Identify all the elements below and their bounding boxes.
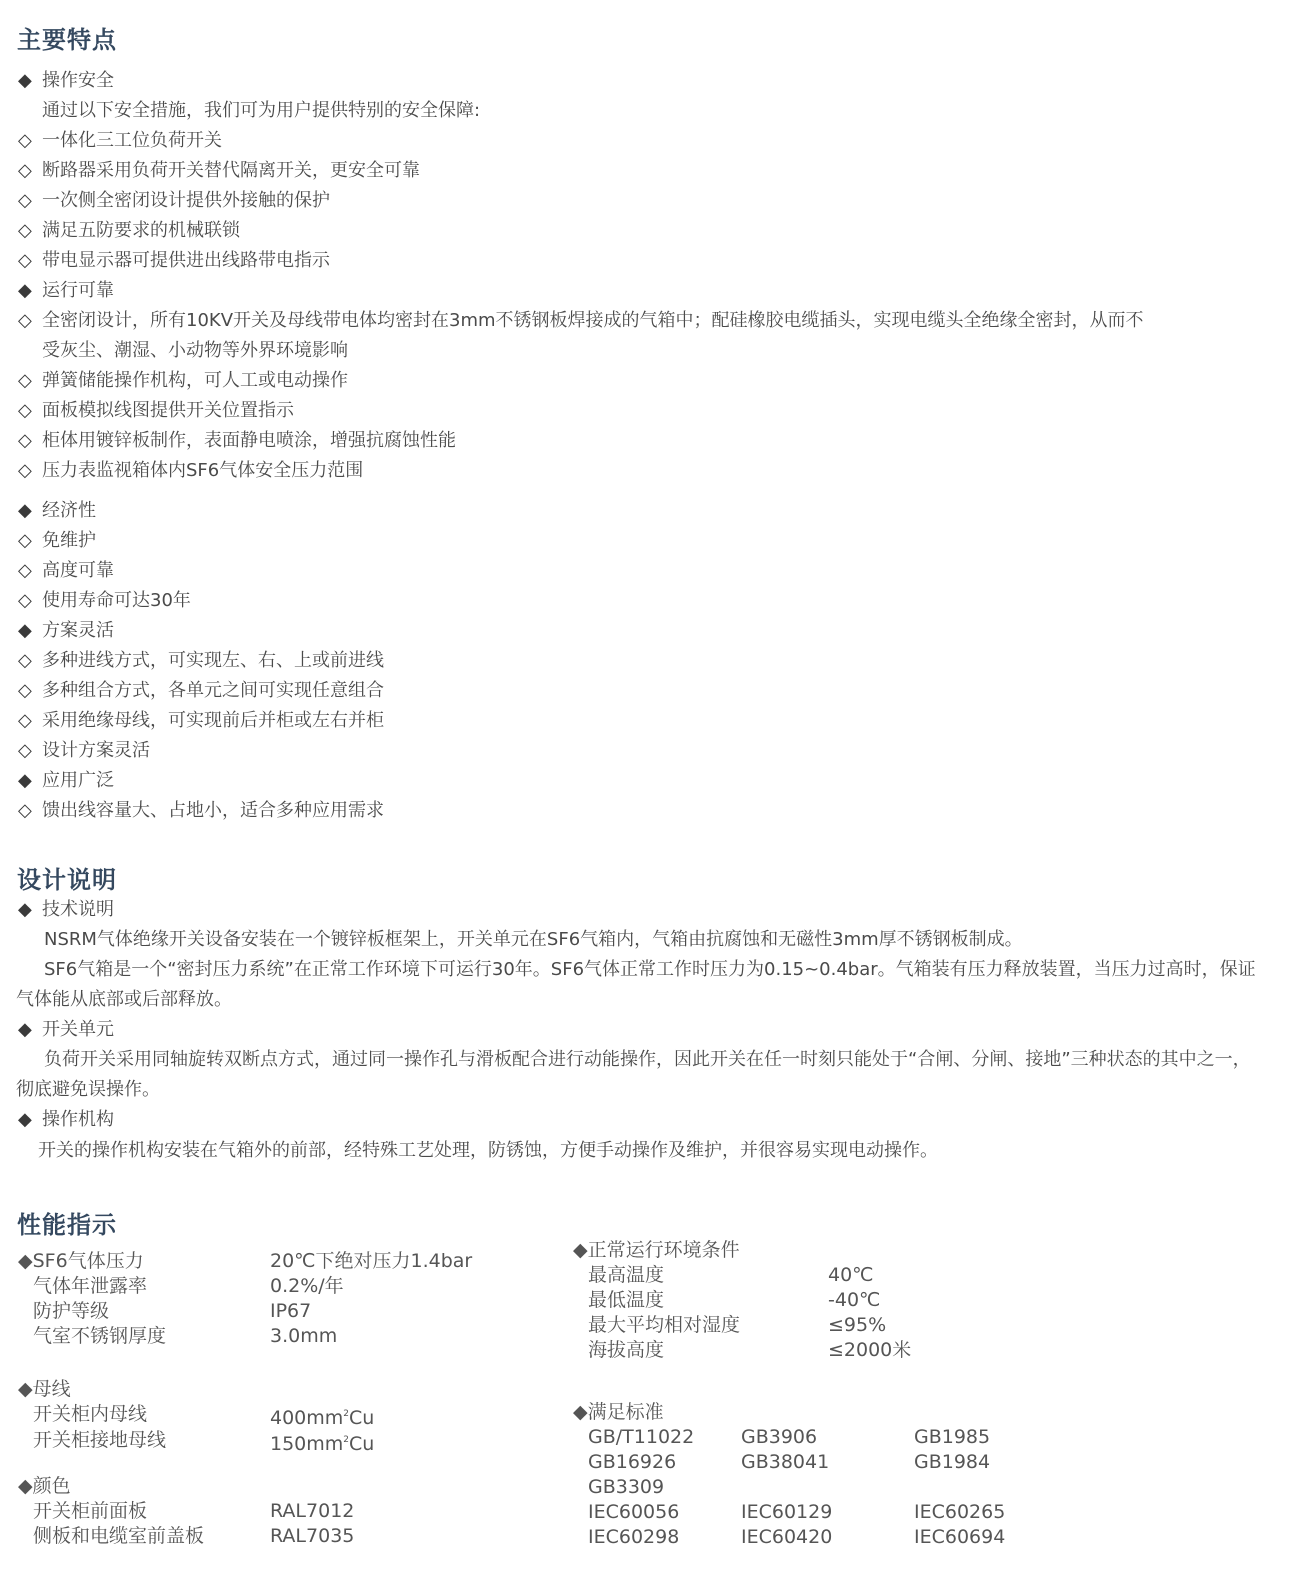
superscript: 2 [343,1409,350,1419]
spec-label: 最大平均相对湿度 [588,1314,741,1336]
busbar-heading: ◆母线 [18,1378,71,1400]
spec-label: 最低温度 [588,1289,665,1311]
environment-heading: ◆正常运行环境条件 [573,1239,740,1261]
feature-line [18,650,384,672]
standard-code: IEC60420 [741,1526,833,1548]
tech-heading-label: 技术说明 [42,899,114,920]
diamond-outline-icon: ◇ [18,370,32,391]
spec-value-text: ≤2000米 [828,1339,912,1361]
environment-row [588,1288,1288,1313]
unit: Cu [349,1433,375,1455]
spec-value [270,1524,354,1549]
diamond-filled-icon: ◆ [18,620,32,641]
feature-line-text: 弹簧储能操作机构，可人工或电动操作 [42,370,348,391]
feature-line-text: 面板模拟线图提供开关位置指示 [42,400,294,421]
feature-line-text: 高度可靠 [42,560,114,581]
mech-heading-label: 操作机构 [42,1109,114,1130]
spec-value [270,1402,374,1431]
standards-heading: ◆满足标准 [573,1401,664,1423]
feature-line-text: 方案灵活 [42,620,114,641]
diamond-outline-icon: ◇ [18,190,32,211]
spec-value-text: 400mm [270,1407,344,1429]
spec-value [270,1324,337,1349]
spec-label: 最高温度 [588,1264,665,1286]
color-heading: ◆颜色 [18,1475,71,1497]
diamond-outline-icon: ◇ [18,680,32,701]
diamond-outline-icon: ◇ [18,160,32,181]
feature-line-text: 使用寿命可达30年 [42,590,191,611]
superscript: 2 [343,1435,350,1445]
standard-code: GB16926 [588,1451,677,1473]
spec-value-text: ≤95% [828,1314,887,1336]
diamond-outline-icon: ◇ [18,740,32,761]
feature-line-text: 运行可靠 [42,280,114,301]
feature-line-text: 多种组合方式，各单元之间可实现任意组合 [42,680,384,701]
section-title-features: 主要特点 [17,26,117,54]
spec-value-text: 0.2%/年 [270,1275,344,1297]
switch-paragraph: 负荷开关采用同轴旋转双断点方式，通过同一操作孔与滑板配合进行动能操作，因此开关在任一时刻只能处于“合闸、分闸、接地”三种状态的其中之一，彻底避免误操作。 [16,1049,1251,1100]
environment-row [588,1313,1288,1338]
spec-value [270,1249,472,1274]
feature-line [18,620,114,642]
environment-row [588,1338,1288,1363]
standard-code: IEC60694 [914,1526,1006,1548]
diamond-filled-icon: ◆ [18,500,32,521]
spec-value-text: 3.0mm [270,1325,338,1347]
feature-line-text: 采用绝缘母线，可实现前后并柜或左右并柜 [42,710,384,731]
feature-line-text: 馈出线容量大、占地小，适合多种应用需求 [42,800,384,821]
diamond-outline-icon: ◇ [18,130,32,151]
feature-line [18,500,96,522]
mech-heading [18,1109,114,1131]
standard-code: GB38041 [741,1451,830,1473]
diamond-outline-icon: ◇ [18,400,32,421]
standard-code: IEC60298 [588,1526,680,1548]
feature-line-text: 断路器采用负荷开关替代隔离开关，更安全可靠 [42,160,420,181]
feature-line-text: 操作安全 [42,70,114,91]
standard-code: IEC60265 [914,1501,1006,1523]
diamond-outline-icon: ◇ [18,220,32,241]
tech-paragraph-2: SF6气箱是一个“密封压力系统”在正常工作环境下可运行30年。SF6气体正常工作时压力为0.15~0.4bar。气箱装有压力释放装置，当压力过高时，保证气体能从底部或后部释放。 [16,959,1256,1010]
feature-line [18,770,114,792]
feature-line [18,100,480,122]
diamond-outline-icon: ◇ [18,250,32,271]
feature-line [18,560,114,582]
diamond-outline-icon: ◇ [18,530,32,551]
feature-line [18,530,96,552]
feature-line [18,460,363,482]
spec-value [270,1428,374,1457]
spec-value [270,1299,311,1324]
feature-line-text: 满足五防要求的机械联锁 [42,220,240,241]
feature-line [18,340,348,362]
diamond-outline-icon: ◇ [18,310,32,331]
standard-code: GB1984 [914,1451,991,1473]
spec-value-text: 150mm [270,1433,344,1455]
diamond-outline-icon: ◇ [18,800,32,821]
switch-heading-label: 开关单元 [42,1019,114,1040]
feature-line [18,710,384,732]
feature-line-text: 多种进线方式，可实现左、右、上或前进线 [42,650,384,671]
spec-value [828,1263,874,1288]
spec-label: 海拔高度 [588,1339,665,1361]
switch-heading [18,1019,114,1041]
feature-line [18,220,240,242]
standard-code: GB/T11022 [588,1426,695,1448]
feature-line [18,430,456,452]
standard-code: GB3906 [741,1426,818,1448]
feature-line [18,310,1144,332]
spec-value-text: 40℃ [828,1264,874,1286]
feature-line-text: 压力表监视箱体内SF6气体安全压力范围 [42,460,364,481]
spec-value [828,1288,880,1313]
feature-line [18,740,150,762]
feature-line-text: 免维护 [42,530,96,551]
spec-label: 防护等级 [33,1300,110,1322]
tech-paragraph-1: NSRM气体绝缘开关设备安装在一个镀锌板框架上，开关单元在SF6气箱内，气箱由抗腐蚀和无磁性3mm厚不锈钢板制成。 [44,929,1023,950]
diamond-filled-icon: ◆ [18,899,32,920]
standard-code: IEC60056 [588,1501,680,1523]
feature-line [18,250,330,272]
feature-line-text: 全密闭设计，所有10KV开关及母线带电体均密封在3mm不锈钢板焊接成的气箱中；配硅橡胶电缆插头，实现电缆头全绝缘全密封，从而不 [42,310,1144,331]
diamond-outline-icon: ◇ [18,710,32,731]
diamond-filled-icon: ◆ [18,1109,32,1130]
diamond-outline-icon: ◇ [18,650,32,671]
spec-label: 气室不锈钢厚度 [33,1325,167,1347]
feature-line-text: 一体化三工位负荷开关 [42,130,222,151]
spec-label: 气体年泄露率 [33,1275,148,1297]
feature-line-text: 一次侧全密闭设计提供外接触的保护 [42,190,330,211]
spec-label: ◆SF6气体压力 [18,1250,144,1272]
feature-line [18,800,384,822]
feature-line-text: 通过以下安全措施，我们可为用户提供特别的安全保障: [42,100,481,121]
diamond-outline-icon: ◇ [18,560,32,581]
spec-value-text: RAL7035 [270,1525,355,1547]
diamond-filled-icon: ◆ [18,280,32,301]
feature-line [18,280,114,302]
spec-label: 开关柜前面板 [33,1500,148,1522]
feature-line-text: 柜体用镀锌板制作，表面静电喷涂，增强抗腐蚀性能 [42,430,456,451]
diamond-outline-icon: ◇ [18,430,32,451]
feature-line-text: 受灰尘、潮湿、小动物等外界环境影响 [42,340,348,361]
feature-line [18,400,294,422]
spec-value [828,1338,911,1363]
spec-value-text: IP67 [270,1300,312,1322]
spec-value-text: 20℃下绝对压力1.4bar [270,1250,473,1272]
diamond-outline-icon: ◇ [18,590,32,611]
feature-line [18,680,384,702]
mech-paragraph: 开关的操作机构安装在气箱外的前部，经特殊工艺处理，防锈蚀，方便手动操作及维护，并很容易实现电动操作。 [38,1140,938,1161]
unit: Cu [349,1407,375,1429]
spec-value [270,1274,344,1299]
spec-value-text: RAL7012 [270,1500,355,1522]
feature-line [18,190,330,212]
spec-label: 开关柜内母线 [33,1403,148,1425]
diamond-outline-icon: ◇ [18,460,32,481]
spec-label: 开关柜接地母线 [33,1429,167,1451]
diamond-filled-icon: ◆ [18,1019,32,1040]
standard-code: IEC60129 [741,1501,833,1523]
diamond-filled-icon: ◆ [18,70,32,91]
feature-line [18,590,191,612]
feature-line-text: 经济性 [42,500,96,521]
section-title-performance: 性能指示 [17,1211,117,1239]
feature-line-text: 带电显示器可提供进出线路带电指示 [42,250,330,271]
feature-line [18,370,348,392]
spec-value [270,1499,354,1524]
standard-code: GB1985 [914,1426,991,1448]
spec-label: 侧板和电缆室前盖板 [33,1525,205,1547]
feature-line-text: 应用广泛 [42,770,114,791]
tech-heading [18,899,114,921]
spec-value [828,1313,886,1338]
section-title-design: 设计说明 [17,866,117,894]
standard-code: GB3309 [588,1476,665,1498]
feature-line [18,130,222,152]
spec-value-text: -40℃ [828,1289,881,1311]
feature-line [18,70,114,92]
feature-line-text: 设计方案灵活 [42,740,150,761]
environment-row [588,1263,1288,1288]
feature-line [18,160,420,182]
diamond-filled-icon: ◆ [18,770,32,791]
